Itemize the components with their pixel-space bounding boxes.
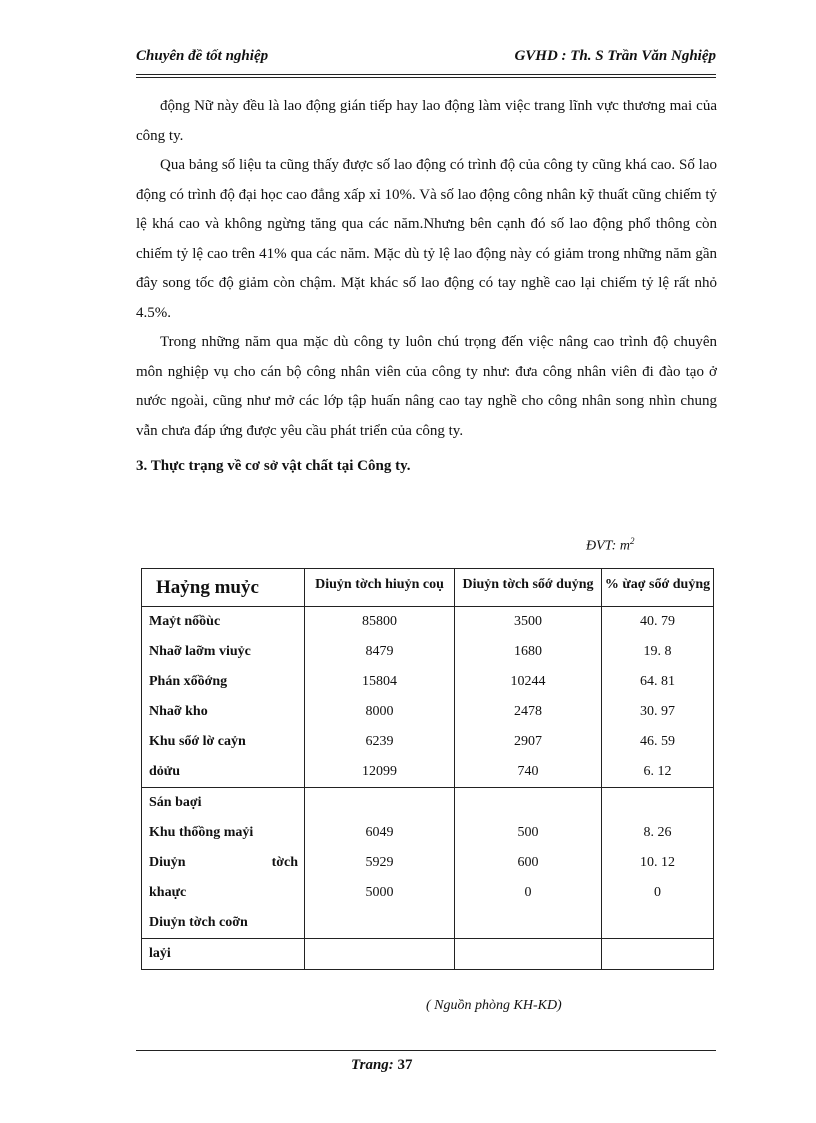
table-row — [142, 607, 714, 788]
header-advisor: GVHD : Th. S Trần Văn Nghiệp — [514, 48, 716, 64]
header-rule — [136, 74, 716, 75]
paragraph-1: động Nữ này đều là lao động gián tiếp hay lao động làm việc trang lĩnh vực thương mai của công ty. — [136, 98, 717, 144]
page-header — [136, 48, 716, 72]
header-cell: Haỷng muỷc — [142, 569, 305, 607]
section-title: 3. Thực trạng về cơ sở vật chất tại Công ty. — [136, 458, 411, 474]
body-text — [136, 92, 717, 482]
table-row — [142, 788, 714, 939]
footer-rule — [136, 1050, 716, 1051]
current-area-cell: 6049 5929 5000 — [305, 788, 455, 939]
header-cell: Diuỷn tờch hiuỷn coụ — [305, 569, 455, 607]
percent-cell: 8. 26 10. 12 0 — [602, 788, 714, 939]
name-cell: Sán baợi Khu thổồng maỷi Diuỷn tờch khaực Diuỷn tờch coỡn — [142, 788, 305, 939]
name-cell: laỷi — [142, 939, 305, 970]
unit-label: ĐVT: $m^2$ — [586, 536, 635, 554]
paragraph-3: Trong những năm qua mặc dù công ty luôn chú trọng đến việc nâng cao trình độ chuyên môn nghiệp vụ cho cán bộ công nhân viên của công ty như: đưa công nhân viên đi đào tạo ở nước ngoài, cũng như mở các lớp tập huấn nâng cao tay nghề cho công nhân song nhìn chung vẫn chưa đáp ứng được yêu cầu phát triển của công ty. — [136, 334, 717, 439]
facility-table — [141, 568, 714, 970]
name-cell: Maỷt nổồùc Nhaỡ laỡm viuỷc Phán xổồớng Nhaỡ kho Khu sổớ lờ caỷn dỏửu — [142, 607, 305, 788]
paragraph-2: Qua bảng số liệu ta cũng thấy được số lao động có trình độ của công ty cũng khá cao. Số lao động có trình độ đại học cao đẳng xấp xỉ 10%. Và số lao động công nhân kỹ thuất cũng chiếm tỷ lệ khá cao và không ngừng tăng qua các năm.Nhưng bên cạnh đó số lao động phổ thông còn chiếm tỷ lệ cao trên 41% qua các năm. Mặc dù tỷ lệ lao động này có giảm trong những năm gần đây song tốc độ giảm còn chậm. Mặt khác số lao động có tay nghề cao lại chiếm tỷ lệ rất nhỏ 4.5%. — [136, 157, 717, 321]
header-rule-2 — [136, 77, 716, 78]
used-area-cell: 500 600 0 — [455, 788, 602, 939]
page-footer — [351, 1057, 413, 1074]
table-row — [142, 939, 714, 970]
percent-cell: 40. 79 19. 8 64. 81 30. 97 46. 59 6. 12 — [602, 607, 714, 788]
table-header-row — [142, 569, 714, 607]
source-note: ( Nguồn phòng KH-KD) — [426, 998, 562, 1013]
used-area-cell: 3500 1680 10244 2478 2907 740 — [455, 607, 602, 788]
current-area-cell: 85800 8479 15804 8000 6239 12099 — [305, 607, 455, 788]
page-number: 37 — [397, 1057, 413, 1073]
header-cell: % ừaợ sổớ duỷng — [602, 569, 714, 607]
page-label: Trang: — [351, 1057, 394, 1073]
header-title: Chuyên đề tốt nghiệp — [136, 48, 269, 64]
header-cell: Diuỷn tờch sổớ duỷng — [455, 569, 602, 607]
